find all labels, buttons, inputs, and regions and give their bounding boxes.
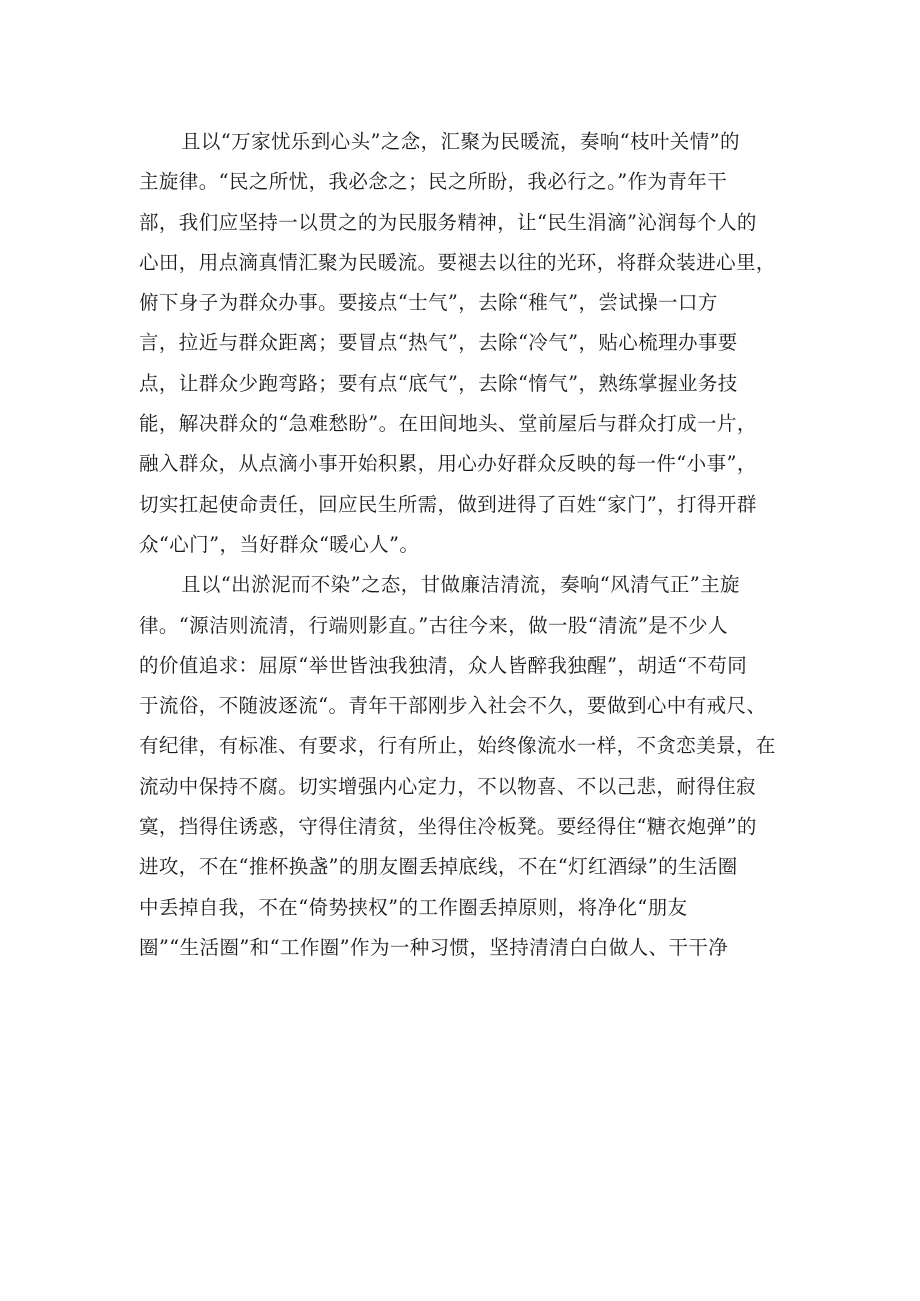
paragraph-line: 心田，用点滴真情汇聚为民暖流。要褪去以往的光环，将群众装进心里， <box>139 250 776 274</box>
paragraph-line: 能，解决群众的“急难愁盼”。在田间地头、堂前屋后与群众打成一片， <box>139 412 757 436</box>
paragraph-line: 有纪律，有标准、有要求，行有所止，始终像流水一样，不贪恋美景，在 <box>139 734 776 758</box>
paragraph-line: 且以“万家忧乐到心头”之念，汇聚为民暖流，奏响“枝叶关情”的 <box>181 130 740 153</box>
paragraph-line: 寞，挡得住诱惑，守得住清贫，坐得住冷板凳。要经得住“糖衣炮弹”的 <box>139 815 757 839</box>
paragraph-line: 众“心门”，当好群众“暖心人”。 <box>139 532 420 556</box>
paragraph-line: 主旋律。“民之所忧，我必念之；民之所盼，我必行之。”作为青年干 <box>139 170 728 194</box>
paragraph-line: 且以“出淤泥而不染”之态，甘做廉洁清流，奏响“风清气正”主旋 <box>181 573 740 597</box>
paragraph-line: 于流俗，不随波逐流“。青年干部刚步入社会不久，要做到心中有戒尺、 <box>139 694 767 718</box>
paragraph-line: 圈”“生活圈”和“工作圈”作为一种习惯，坚持清清白白做人、干干净 <box>139 935 729 959</box>
paragraph-line: 进攻，不在“推杯换盏”的朋友圈丢掉底线，不在“灯红酒绿”的生活圈 <box>139 855 738 879</box>
paragraph-line: 的价值追求：屈原“举世皆浊我独清，众人皆醉我独醒”，胡适“不苟同 <box>139 653 748 677</box>
paragraph-line: 融入群众，从点滴小事开始积累，用心办好群众反映的每一件“小事”， <box>139 452 757 476</box>
paragraph-line: 中丢掉自我，不在“倚势挟权”的工作圈丢掉原则，将净化“朋友 <box>139 895 688 919</box>
paragraph-line: 流动中保持不腐。切实增强内心定力，不以物喜、不以己悲，耐得住寂 <box>139 774 756 798</box>
paragraph-line: 律。“源洁则流清，行端则影直。”古往今来，做一股“清流”是不少人 <box>139 613 728 637</box>
document-body <box>139 122 789 968</box>
paragraph <box>139 565 789 968</box>
paragraph-line: 言，拉近与群众距离；要冒点“热气”，去除“冷气”，贴心梳理办事要 <box>139 331 738 355</box>
paragraph-line: 点，让群众少跑弯路；要有点“底气”，去除“惰气”，熟练掌握业务技 <box>139 371 738 395</box>
paragraph-line: 俯下身子为群众办事。要接点“士气”，去除“稚气”，尝试操一口方 <box>139 291 718 315</box>
paragraph-line: 切实扛起使命责任，回应民生所需，做到进得了百姓“家门”，打得开群 <box>139 492 757 516</box>
paragraph <box>139 122 789 565</box>
paragraph-line: 部，我们应坚持一以贯之的为民服务精神，让“民生涓滴”沁润每个人的 <box>139 210 757 234</box>
